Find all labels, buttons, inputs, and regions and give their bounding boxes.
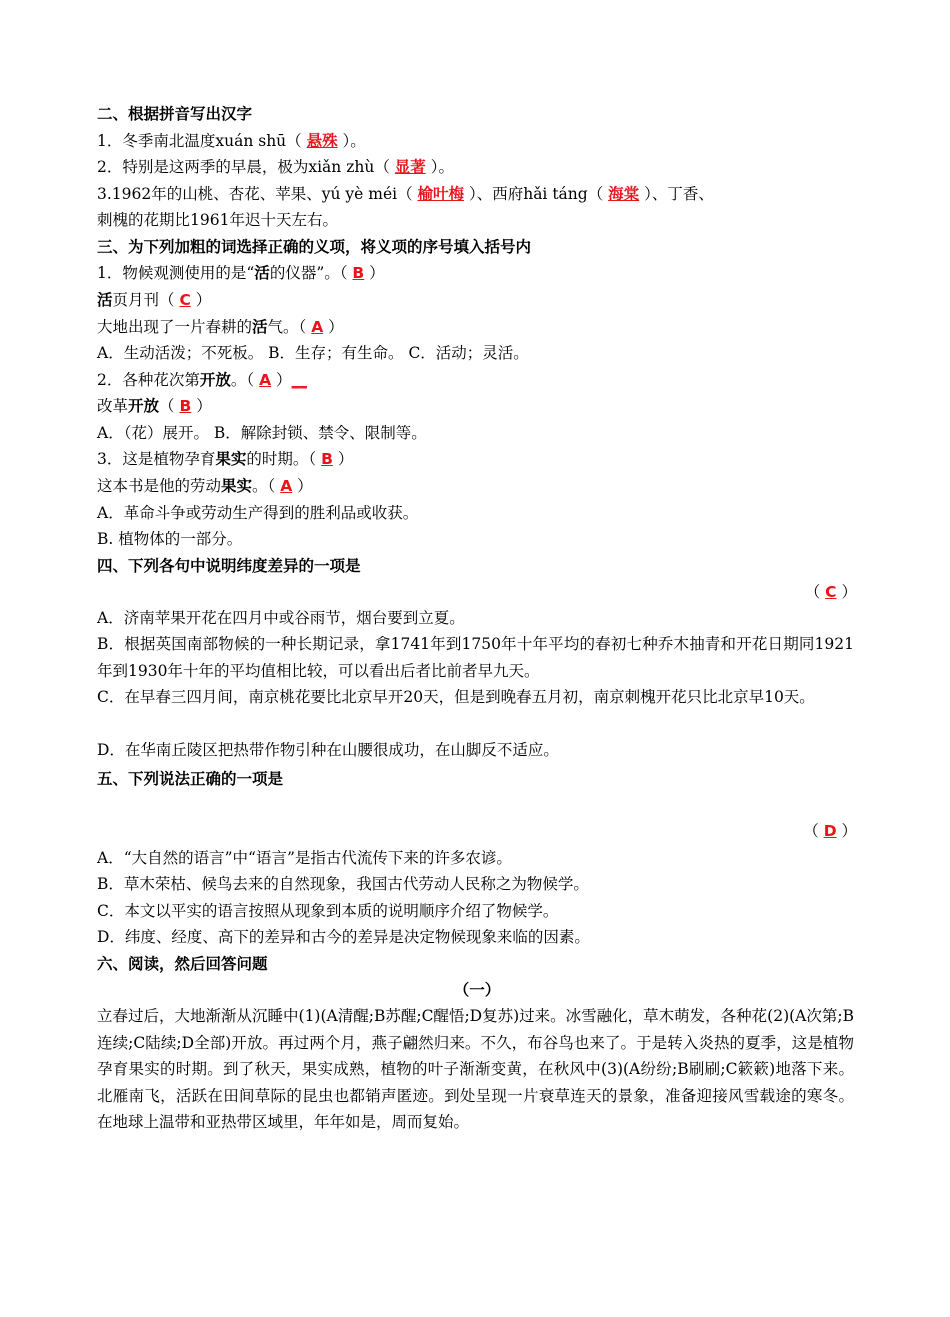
answer: A xyxy=(280,477,293,495)
s3-item-4: 2．各种花次第开放。（ A ）__ xyxy=(97,371,308,389)
section-3-heading: 三、为下列加粗的词选择正确的义项，将义项的序号填入括号内 xyxy=(97,238,532,256)
s5-answer-paren: （ D ） xyxy=(803,822,857,840)
answer: D xyxy=(823,822,837,840)
s5-option-c: C．本文以平实的语言按照从现象到本质的说明顺序介绍了物候学。 xyxy=(97,902,559,920)
section-5-heading: 五、下列说法正确的一项是 xyxy=(97,770,284,788)
section-6-heading: 六、阅读，然后回答问题 xyxy=(97,955,268,973)
s4-option-a: A．济南苹果开花在四月中或谷雨节，烟台要到立夏。 xyxy=(97,609,465,627)
s3-item-3: 大地出现了一片春耕的活气。（ A ） xyxy=(97,318,344,336)
s3-item-7: 这本书是他的劳动果实。（ A ） xyxy=(97,477,313,495)
s5-option-d: D．纬度、经度、高下的差异和古今的差异是决定物候现象来临的因素。 xyxy=(97,928,590,946)
s3-options-1: A．生动活泼；不死板。 B．生存；有生命。 C．活动；灵活。 xyxy=(97,344,529,362)
answer: B xyxy=(179,397,192,415)
s4-option-b: B．根据英国南部物候的一种长期记录，拿1741年到1750年十年平均的春初七种乔木抽青和开花日期同1921年到1930年十年的平均值相比较，可以看出后者比前者早九天。 xyxy=(97,635,854,680)
s3-options-2: A．（花）展开。 B．解除封锁、禁令、限制等。 xyxy=(97,424,427,442)
s3-item-2: 活页月刊（ C ） xyxy=(97,291,212,309)
reading-subheading: （一） xyxy=(453,981,501,999)
s3-options-3b: B. 植物体的一部分。 xyxy=(97,530,243,548)
answer: C xyxy=(179,291,191,309)
answer: B xyxy=(321,450,333,468)
answer: 海棠 xyxy=(608,185,640,203)
s3-item-6: 3．这是植物孕育果实的时期。（ B ） xyxy=(97,450,354,468)
s3-options-3a: A．革命斗争或劳动生产得到的胜利品或收获。 xyxy=(97,504,419,522)
s3-item-5: 改革开放（ B ） xyxy=(97,397,212,415)
s5-option-a: A．“大自然的语言”中“语言”是指古代流传下来的许多农谚。 xyxy=(97,849,512,867)
s2-question-3: 3.1962年的山桃、杏花、苹果、yú yè méi（ 榆叶梅 ）、西府hǎi táng（ 海棠 ）、丁香、 xyxy=(97,185,714,203)
section-4-heading: 四、下列各句中说明纬度差异的一项是 xyxy=(97,557,361,575)
s4-option-d: D．在华南丘陵区把热带作物引种在山腰很成功，在山脚反不适应。 xyxy=(97,741,559,759)
section-2-heading: 二、根据拼音写出汉字 xyxy=(97,105,253,123)
answer: 悬殊 xyxy=(306,132,338,150)
reading-passage: 立春过后，大地渐渐从沉睡中(1)(A清醒;B苏醒;C醒悟;D复苏)过来。冰雪融化，草木萌发，各种花(2)(A次第;B连续;C陆续;D全部)开放。再过两个月，燕子翩然归来。不久，布谷鸟也来了。于是转入炎热的夏季，这是植物孕育果实的时期。到了秋天，果实成熟，植物的叶子渐渐变黄，在秋风中(3)(A纷纷;B刷刷;C簌簌)地落下来。北雁南飞，活跃在田间草际的昆虫也都销声匿迹。到处呈现一片衰草连天的景象，准备迎接风雪载途的寒冬。在地球上温带和亚热带区域里，年年如是，周而复始。 xyxy=(97,1007,854,1131)
s2-question-2: 2．特别是这两季的早晨，极为xiǎn zhù（ 显著 ）。 xyxy=(97,158,454,176)
answer: B xyxy=(352,264,365,282)
s4-option-c: C．在早春三四月间，南京桃花要比北京早开20天，但是到晚春五月初，南京刺槐开花只比北京早10天。 xyxy=(97,688,815,706)
answer: 榆叶梅 xyxy=(417,185,465,203)
s4-answer-paren: （ C ） xyxy=(804,583,857,601)
answer: 显著 xyxy=(394,158,426,176)
answer: A xyxy=(311,318,324,336)
answer: A xyxy=(259,371,272,389)
s2-question-3-cont: 刺槐的花期比1961年迟十天左右。 xyxy=(97,211,338,229)
s5-option-b: B．草木荣枯、候鸟去来的自然现象，我国古代劳动人民称之为物候学。 xyxy=(97,875,589,893)
s2-question-1: 1．冬季南北温度xuán shū（ 悬殊 ）。 xyxy=(97,132,366,150)
answer: C xyxy=(825,583,837,601)
s3-item-1: 1．物候观测使用的是“活的仪器”。（ B ） xyxy=(97,264,385,282)
